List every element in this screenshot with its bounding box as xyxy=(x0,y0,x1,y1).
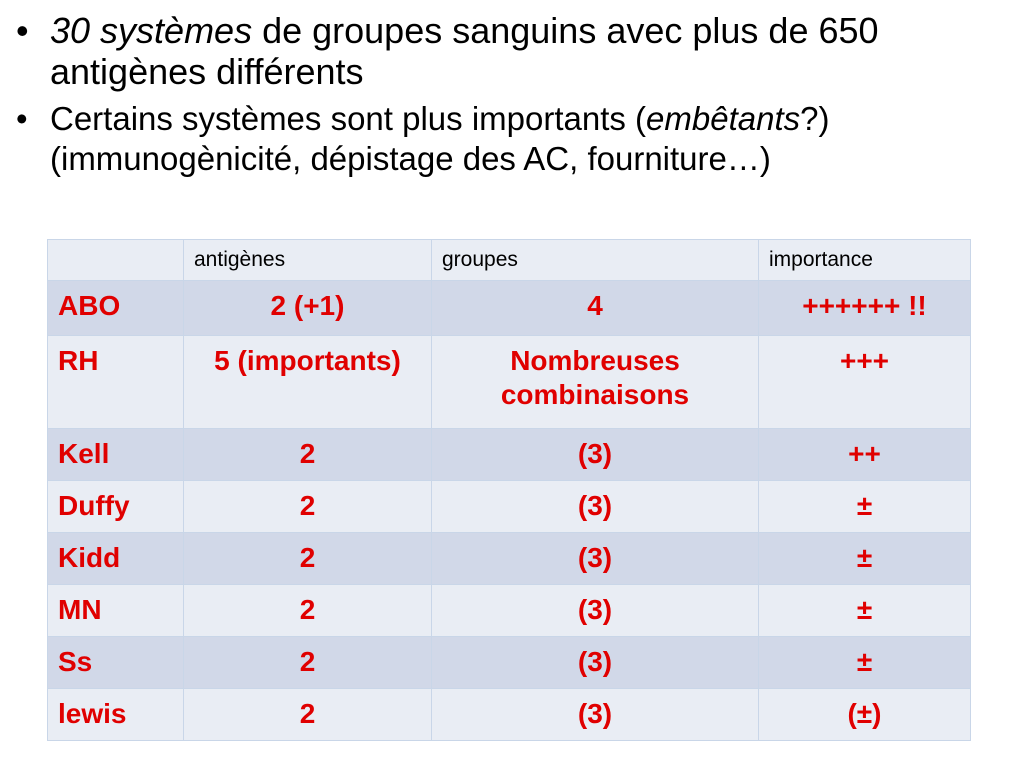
bullet-2 xyxy=(16,99,1016,179)
table-row xyxy=(48,281,971,336)
table-row xyxy=(48,481,971,533)
cell-antigenes: 2 xyxy=(184,429,432,481)
cell-groupes: (3) xyxy=(432,429,759,481)
cell-antigenes: 5 (importants) xyxy=(184,336,432,429)
cell-antigenes: 2 xyxy=(184,585,432,637)
table-row xyxy=(48,637,971,689)
cell-groupes: (3) xyxy=(432,533,759,585)
cell-system: Kell xyxy=(48,429,184,481)
cell-importance: ± xyxy=(759,481,971,533)
cell-importance: ± xyxy=(759,585,971,637)
bullet-dot: • xyxy=(16,10,29,51)
bullet-2-italic: embêtants xyxy=(646,100,801,137)
bullet-2-text-after: ?) (immunogènicité, dépistage des AC, fourniture…) xyxy=(50,100,830,177)
table-row xyxy=(48,336,971,429)
cell-system: Kidd xyxy=(48,533,184,585)
cell-importance: ± xyxy=(759,533,971,585)
cell-groupes: (3) xyxy=(432,585,759,637)
cell-groupes: (3) xyxy=(432,689,759,741)
table-row xyxy=(48,585,971,637)
cell-system: RH xyxy=(48,336,184,429)
cell-groupes: (3) xyxy=(432,637,759,689)
bullet-1-text: de groupes sanguins avec plus de 650 antigènes différents xyxy=(50,10,879,92)
cell-antigenes: 2 xyxy=(184,637,432,689)
cell-importance: ++ xyxy=(759,429,971,481)
cell-antigenes: 2 xyxy=(184,533,432,585)
cell-importance: +++ xyxy=(759,336,971,429)
bullet-1 xyxy=(16,10,1016,92)
cell-antigenes: 2 xyxy=(184,689,432,741)
cell-groupes: (3) xyxy=(432,481,759,533)
header-importance: importance xyxy=(759,240,971,281)
cell-importance: (±) xyxy=(759,689,971,741)
cell-system: lewis xyxy=(48,689,184,741)
table-header-row xyxy=(48,240,971,281)
cell-system: MN xyxy=(48,585,184,637)
cell-antigenes: 2 xyxy=(184,481,432,533)
header-antigenes: antigènes xyxy=(184,240,432,281)
cell-groupes: Nombreuses combinaisons xyxy=(432,336,759,429)
cell-importance: ++++++ !! xyxy=(759,281,971,336)
blood-group-table xyxy=(47,239,971,741)
cell-system: Ss xyxy=(48,637,184,689)
bullet-list xyxy=(16,10,1016,186)
cell-antigenes: 2 (+1) xyxy=(184,281,432,336)
table-row xyxy=(48,689,971,741)
cell-importance: ± xyxy=(759,637,971,689)
header-empty xyxy=(48,240,184,281)
cell-system: Duffy xyxy=(48,481,184,533)
bullet-1-italic: 30 systèmes xyxy=(50,10,253,51)
header-groupes: groupes xyxy=(432,240,759,281)
bullet-dot: • xyxy=(16,100,28,137)
cell-system: ABO xyxy=(48,281,184,336)
table-row xyxy=(48,533,971,585)
bullet-2-text-before: Certains systèmes sont plus importants ( xyxy=(50,100,647,137)
table-row xyxy=(48,429,971,481)
cell-groupes: 4 xyxy=(432,281,759,336)
